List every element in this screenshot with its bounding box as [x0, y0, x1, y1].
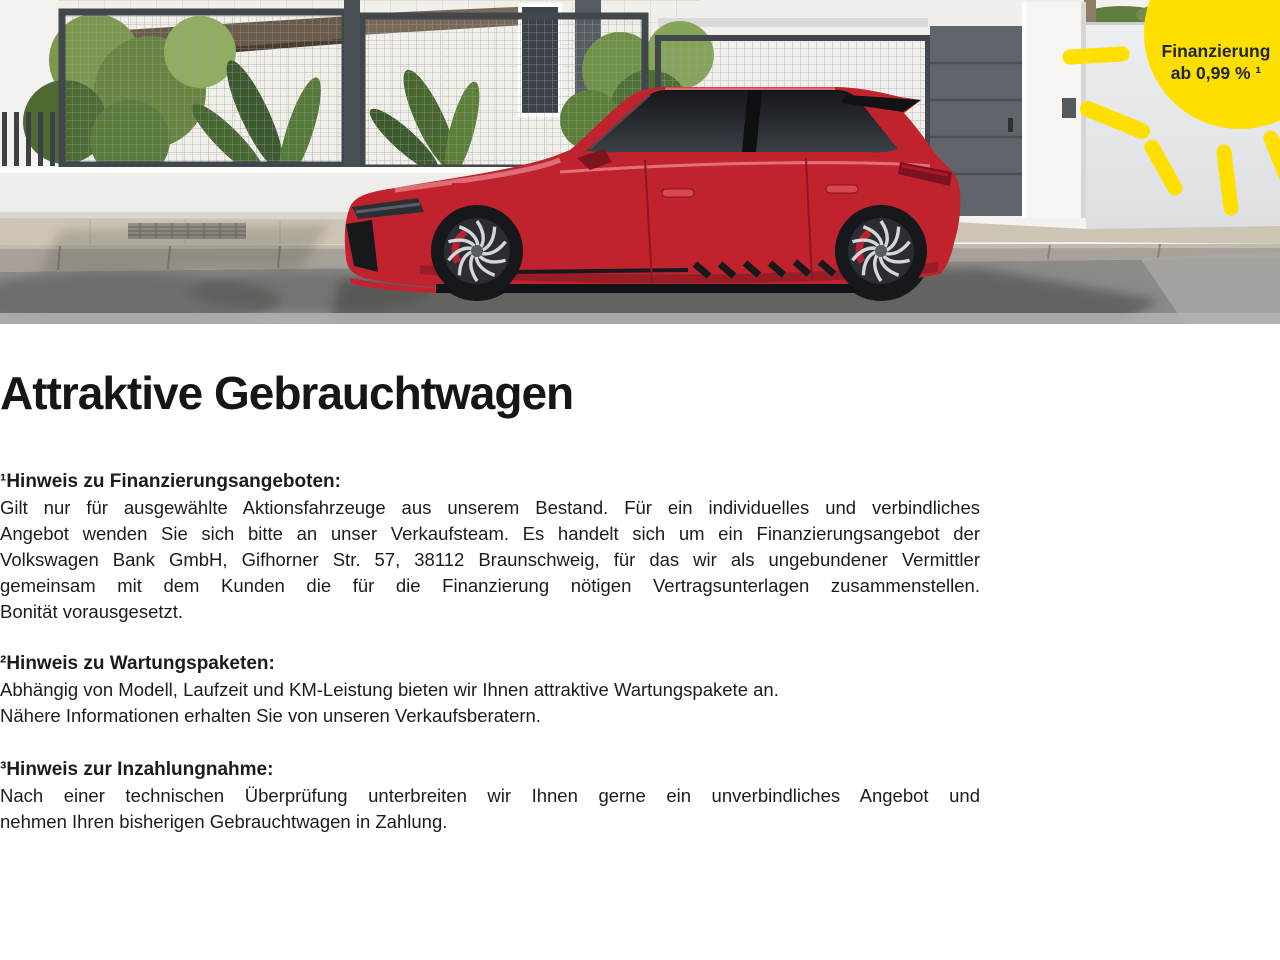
badge-line1: Finanzierung — [1161, 41, 1271, 61]
section-financing-heading: ¹Hinweis zu Finanzierungsangeboten: — [0, 471, 341, 492]
text-line: Gilt nur für ausgewählte Aktionsfahrzeuge aus unserem Bestand. Für ein individuelles und verbindliches — [0, 497, 980, 518]
badge-line2: ab 0,99 % ¹ — [1170, 63, 1262, 83]
text-line: Bonität vorausgesetzt. — [0, 601, 184, 622]
section-financing — [0, 469, 980, 625]
text-line: Angebot wenden Sie sich bitte an unser Verkaufsteam. Es handelt sich um ein Finanzierungsangebot der — [0, 523, 980, 544]
section-maintenance-heading: ²Hinweis zu Wartungspaketen: — [0, 653, 275, 674]
text-line: Abhängig von Modell, Laufzeit und KM-Leistung bieten wir Ihnen attraktive Wartungspakete an. — [0, 679, 779, 700]
text-line: gemeinsam mit dem Kunden die für die Finanzierung nötigen Vertragsunterlagen zusammenstellen. — [0, 575, 980, 596]
section-tradein-heading: ³Hinweis zur Inzahlungnahme: — [0, 759, 274, 780]
text-line: Volkswagen Bank GmbH, Gifhorner Str. 57, 38112 Braunschweig, für das wir als ungebundener Vermittler — [0, 549, 980, 570]
text-line: nehmen Ihren bisherigen Gebrauchtwagen in Zahlung. — [0, 811, 448, 832]
page-title: Attraktive Gebrauchtwagen — [0, 367, 574, 419]
text-line: Nach einer technischen Überprüfung unterbreiten wir Ihnen gerne ein unverbindliches Angebot und — [0, 785, 980, 806]
text-line: Nähere Informationen erhalten Sie von unseren Verkaufsberatern. — [0, 705, 541, 726]
section-maintenance — [0, 651, 980, 729]
hero-photo — [0, 0, 1280, 324]
section-tradein — [0, 757, 980, 835]
